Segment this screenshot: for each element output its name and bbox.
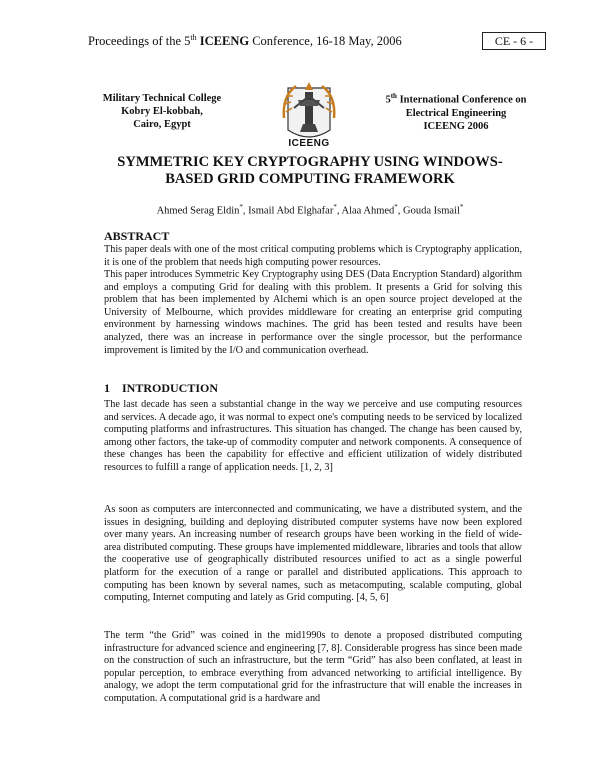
section-title: INTRODUCTION xyxy=(122,381,219,395)
abstract-paragraph: This paper introduces Symmetric Key Cryptography using DES (Data Encryption Standard) algorithm and employs a computing Grid for dealing with this problem. It presents a Grid for solving this problem that has been implemented by Alchemi which is an open source project developed at the University of Melbourne, which provides middleware for creating an enterprise grid computing environment by harnessing windows machines. The grid has been tested and results have been analyzed, there was an increase in performance over the single processor, but the performance improvement is limited by the I/O and communication overhead. xyxy=(104,269,522,356)
proceedings-sup: th xyxy=(190,33,197,42)
proceedings-prefix: Proceedings of the 5 xyxy=(88,34,191,49)
conf-sup: th xyxy=(390,92,397,100)
conf-name: International Conference on xyxy=(396,94,527,106)
abstract-heading: ABSTRACT xyxy=(104,229,170,243)
affiliation-left xyxy=(96,92,228,131)
author-mark: * xyxy=(394,203,398,211)
author-name: Ismail Abd Elghafar xyxy=(248,205,334,217)
section-heading-introduction xyxy=(104,381,218,396)
title-line: BASED GRID COMPUTING FRAMEWORK xyxy=(165,171,455,187)
paper-title xyxy=(96,154,524,188)
logo-text: ICEENG xyxy=(288,138,330,149)
page-id-box: CE - 6 - xyxy=(482,32,546,50)
author-mark: * xyxy=(459,203,464,211)
affiliation-left-line: Kobry El-kobbah, xyxy=(121,106,203,117)
proceedings-header xyxy=(88,33,402,49)
author-name: Alaa Ahmed xyxy=(341,205,395,217)
affiliation-right-line: Electrical Engineering xyxy=(405,107,507,119)
author-name: Gouda Ismail xyxy=(403,205,460,217)
author-name: Ahmed Serag Eldin xyxy=(156,205,240,217)
intro-paragraph: The term “the Grid” was coined in the mid1990s to denote a proposed distributed computing infrastructure for advanced science and engineering [7, 8]. Considerable progress has since been made on the construction of such an infrastructure, but the term “Grid” has also been conflated, at least in popular perception, to embrace everything from advanced networking to artificial intelligence. By analogy, we adopt the term computational grid for the infrastructure that will enable the increases in computation. A computational grid is a hardware and xyxy=(104,630,522,704)
affiliation-right-line xyxy=(380,90,532,107)
intro-paragraph: The last decade has seen a substantial change in the way we perceive and use computing resources and services. A decade ago, it was normal to expect one's computing needs to be serviced by localized computing platforms and infrastructures. This situation has changed. The change has been caused by, among other factors, the take-up of commodity computer and network components. A consequence of these changes has been the capability for effective and efficient utilization of widely distributed resources to fulfill a range of application needs. [1, 2, 3] xyxy=(104,399,522,473)
author-mark: * xyxy=(333,203,337,211)
abstract-paragraph: This paper deals with one of the most critical computing problems which is Cryptography application, it is one of the problem that needs high computing power resources. xyxy=(104,244,522,268)
intro-paragraph: As soon as computers are interconnected and communicating, we have a distributed system, and the issues in designing, building and deploying distributed computer systems have now been explored over many years. An increasing number of research groups have been working in the field of wide-area distributed computing. These groups have implemented middleware, libraries and tools that allow the cooperative use of geographically distributed resources unified to act as a single powerful platform for the execution of a range or parallel and distributed applications. This approach to computing has been known by several names, such as metacomputing, scalable computing, global computing, Internet computing and lately as Grid computing. [4, 5, 6] xyxy=(104,504,522,604)
conf-number: 5 xyxy=(385,94,391,106)
affiliation-right-line: ICEENG 2006 xyxy=(423,120,489,132)
affiliation-right xyxy=(380,90,532,133)
proceedings-conf: ICEENG xyxy=(196,34,250,49)
affiliation-left-line: Military Technical College xyxy=(102,93,222,104)
title-line: SYMMETRIC KEY CRYPTOGRAPHY USING WINDOWS- xyxy=(117,154,503,170)
proceedings-suffix: Conference, 16-18 May, 2006 xyxy=(249,34,402,49)
affiliation-left-line: Cairo, Egypt xyxy=(133,119,191,130)
section-number: 1 xyxy=(104,381,110,395)
author-list: Ahmed Serag Eldin*, Ismail Abd Elghafar*, Alaa Ahmed*, Gouda Ismail* xyxy=(156,203,464,217)
author-mark: * xyxy=(239,203,243,211)
